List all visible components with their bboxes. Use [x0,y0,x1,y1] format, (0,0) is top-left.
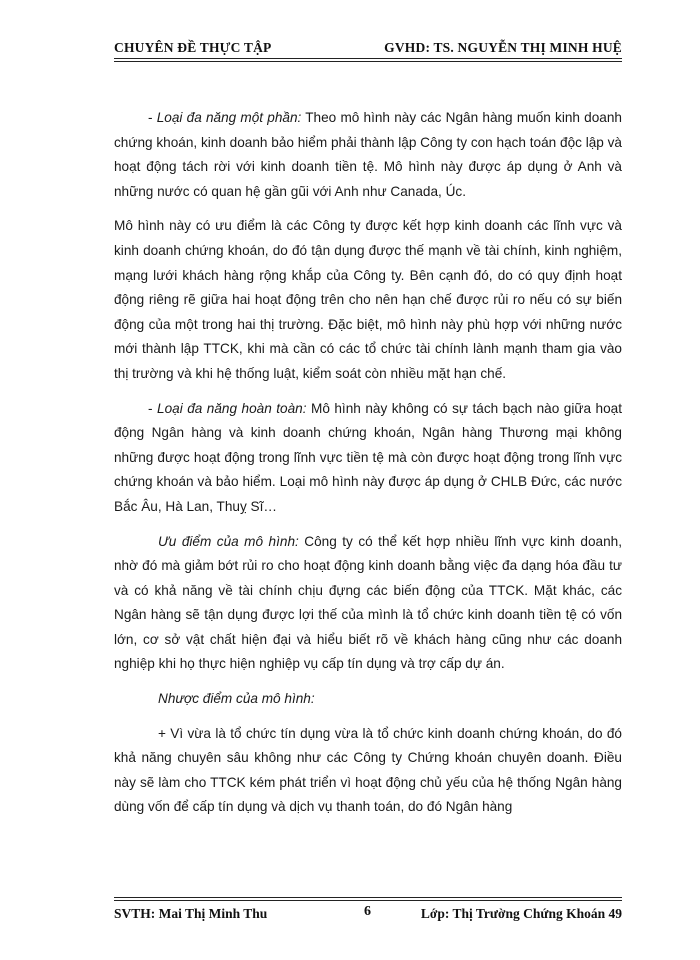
term-full-universal: Loại đa năng hoàn toàn: [157,400,307,416]
page-number: 6 [364,904,371,919]
paragraph-text: + Vì vừa là tổ chức tín dụng vừa là tổ chức kinh doanh chứng khoán, do đó khả năng chuyên sâu không như các Công ty Chứng khoán chuyên doanh. Điều này sẽ làm cho TTCK kém phát triển vì hoạt động chủ yếu của hệ thống Ngân hàng dùng vốn để cấp tín dụng và dịch vụ thanh toán, do đó Ngân hàng [114,725,622,815]
paragraph-partial-universal [114,106,622,204]
header-rule-thin [114,61,622,62]
footer-student: SVTH: Mai Thị Minh Thu [114,906,268,921]
paragraph-bullet: - [148,110,157,125]
footer-class: Lớp: Thị Trường Chứng Khoán 49 [420,906,622,921]
term-partial-universal: Loại đa năng một phần: [156,110,302,125]
term-disadvantages: Nhược điểm của mô hình: [158,691,315,707]
paragraph-text: Công ty có thể kết hợp nhiều lĩnh vực kinh doanh, nhờ đó mà giảm bớt rủi ro cho hoạt động kinh doanh bằng việc đa dạng hóa đầu tư và có khả năng về tài chính chịu đựng các biến động của TTCK. Mặt khác, các Ngân hàng sẽ tận dụng được lợi thế của mình là tổ chức kinh doanh tiền tệ có vốn lớn, cơ sở vật chất hiện đại và hiểu biết rõ về khách hàng cũng như các doanh nghiệp khi họ thực hiện nghiệp vụ cấp tín dụng và trợ cấp dự án. [114,533,623,672]
paragraph-advantages-partial [114,214,622,386]
paragraph-text: Mô hình này không có sự tách bạch nào giữa hoạt động Ngân hàng và kinh doanh chứng khoán, Ngân hàng Thương mại không những được hoạt động trong lĩnh vực tiền tệ mà còn được hoạt động trong lĩnh vực chứng khoán và bảo hiểm. Loại mô hình này được áp dụng ở CHLB Đức, các nước Bắc Âu, Hà Lan, Thuỵ Sĩ… [114,400,622,514]
paragraph-full-universal [114,397,622,520]
header-supervisor: GVHD: TS. NGUYỄN THỊ MINH HUỆ [384,40,622,55]
paragraph-model-disadvantages-heading [114,687,622,712]
term-advantages: Ưu điểm của mô hình: [158,533,299,549]
paragraph-model-advantages [114,530,622,678]
footer-rule-thin [114,897,622,898]
footer-rule-thick [114,900,622,901]
paragraph-text: Theo mô hình này các Ngân hàng muốn kinh doanh chứng khoán, kinh doanh bảo hiểm phải thành lập Công ty con hạch toán độc lập và hoạt động tách rời với kinh doanh tiền tệ. Mô hình này được áp dụng ở Anh và những nước có quan hệ gần gũi với Anh như Canada, Úc. [114,110,622,199]
paragraph-bullet: - [148,400,158,416]
document-body [114,106,622,830]
header-title: CHUYÊN ĐỀ THỰC TẬP [114,40,272,55]
paragraph-text: Mô hình này có ưu điểm là các Công ty được kết hợp kinh doanh các lĩnh vực và kinh doanh chứng khoán, do đó tận dụng được thế mạnh về tài chính, kinh nghiệm, mạng lưới khách hàng rộng khắp của Công ty. Bên cạnh đó, do có quy định hoạt động riêng rẽ giữa hai hoạt động trên cho nên hạn chế được rủi ro nếu có sự biến động của một trong hai thị trường. Đặc biệt, mô hình này phù hợp với những nước mới thành lập TTCK, khi mà cần có các tổ chức tài chính lành mạnh tham gia vào thị trường và khi hệ thống luật, kiểm soát còn nhiều mặt hạn chế. [114,218,622,381]
header-rule-thick [114,58,622,59]
paragraph-disadvantage-1 [114,722,622,820]
